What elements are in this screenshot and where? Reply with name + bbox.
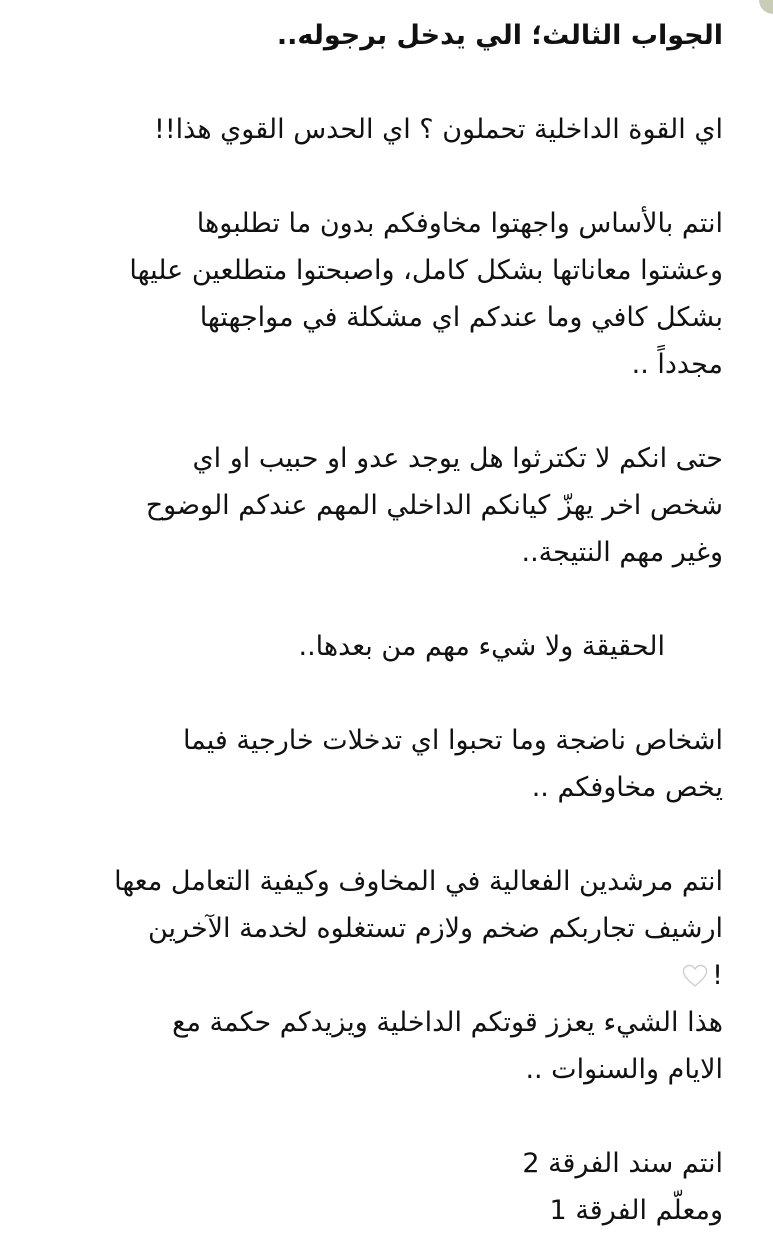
paragraph-6-line-5: الايام والسنوات .. bbox=[525, 1054, 723, 1085]
corner-avatar-fragment bbox=[759, 0, 773, 14]
paragraph-6-heart-line bbox=[23, 952, 723, 999]
spacer bbox=[23, 670, 723, 717]
spacer bbox=[23, 576, 723, 623]
paragraph-1-line-1: اي القوة الداخلية تحملون ؟ اي الحدس القوي هذا!! bbox=[154, 114, 723, 145]
spacer bbox=[23, 153, 723, 200]
paragraph-6-line-1: انتم مرشدين الفعالية في المخاوف وكيفية التعامل معها bbox=[114, 866, 723, 897]
paragraph-2-line-2: وعشتوا معاناتها بشكل كامل، واصبحتوا متطلعين عليها bbox=[129, 255, 723, 286]
document-title: الجواب الثالث؛ الي يدخل برجوله.. bbox=[276, 20, 723, 51]
spacer bbox=[23, 59, 723, 106]
paragraph-4-line-1: الحقيقة ولا شيء مهم من بعدها.. bbox=[298, 631, 665, 662]
paragraph-3-line-2: شخص اخر يهزّ كيانكم الداخلي المهم عندكم الوضوح bbox=[145, 490, 723, 521]
paragraph-2-line-4: مجدداً .. bbox=[631, 349, 723, 380]
white-heart-icon bbox=[682, 956, 708, 980]
paragraph-7-line-1: انتم سند الفرقة 2 bbox=[522, 1148, 723, 1179]
paragraph-3-line-1: حتى انكم لا تكترثوا هل يوجد عدو او حبيب او اي bbox=[192, 443, 723, 474]
paragraph-5-line-1: اشخاص ناضجة وما تحبوا اي تدخلات خارجية فيما bbox=[182, 725, 723, 756]
paragraph-6-line-2: ارشيف تجاربكم ضخم ولازم تستغلوه لخدمة الآخرين bbox=[147, 913, 723, 944]
exclamation-mark: ! bbox=[712, 960, 723, 991]
spacer bbox=[23, 811, 723, 858]
document-body bbox=[23, 12, 723, 1234]
spacer bbox=[23, 1093, 723, 1140]
paragraph-5-line-2: يخص مخاوفكم .. bbox=[531, 772, 723, 803]
paragraph-3-line-3: وغير مهم النتيجة.. bbox=[521, 537, 723, 568]
paragraph-2-line-3: بشكل كافي وما عندكم اي مشكلة في مواجهتها bbox=[199, 302, 723, 333]
spacer bbox=[23, 388, 723, 435]
paragraph-6-line-4: هذا الشيء يعزز قوتكم الداخلية ويزيدكم حكمة مع bbox=[172, 1007, 723, 1038]
paragraph-2-line-1: انتم بالأساس واجهتوا مخاوفكم بدون ما تطلبوها bbox=[196, 208, 723, 239]
paragraph-7-line-2: ومعلّم الفرقة 1 bbox=[549, 1195, 723, 1226]
